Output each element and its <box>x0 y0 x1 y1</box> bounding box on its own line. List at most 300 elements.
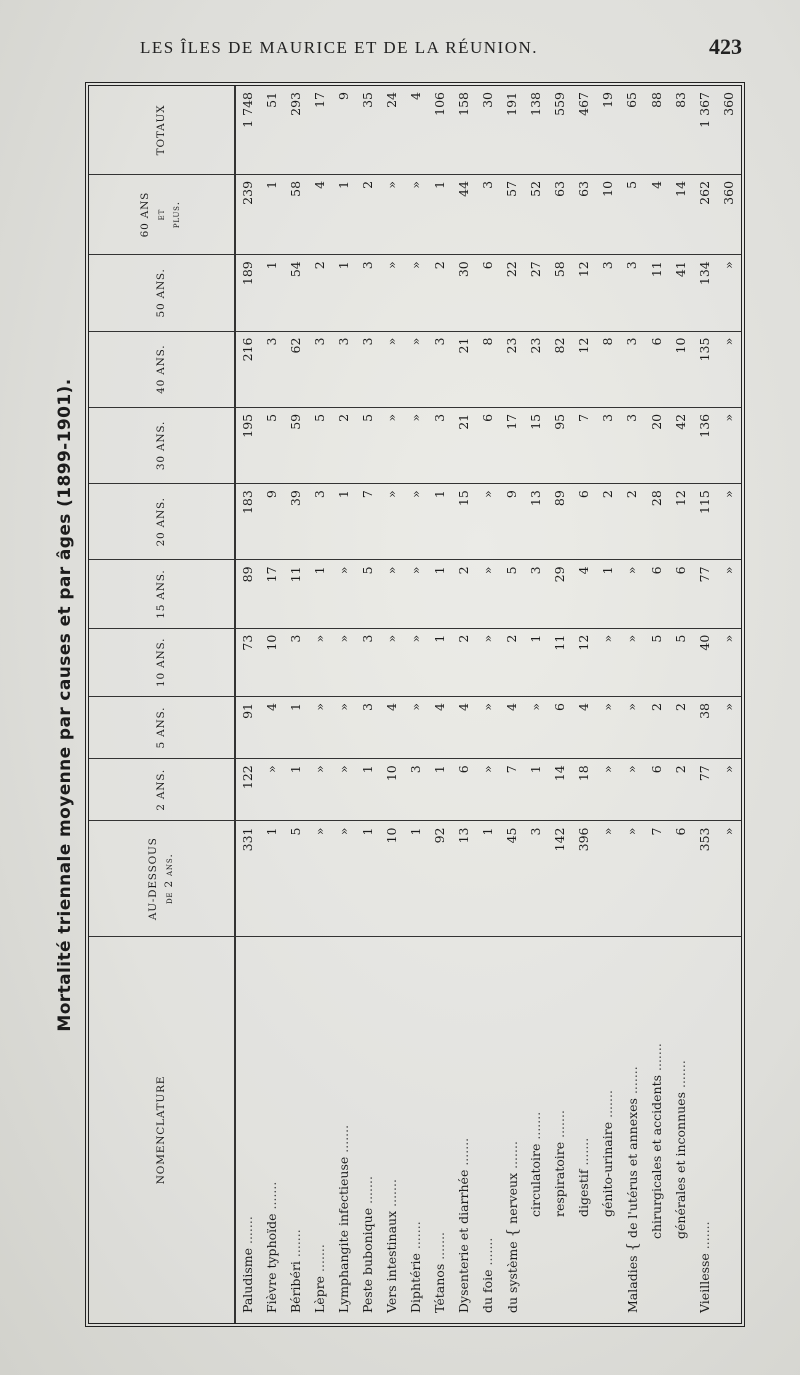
row-label <box>452 936 476 1323</box>
cell-value: 3 <box>621 331 645 407</box>
cell-value: 1 <box>356 759 380 821</box>
cell-value: » <box>717 759 741 821</box>
cell-value: 3 <box>621 255 645 331</box>
group-label-maladies: Maladies <box>625 1255 641 1313</box>
cell-value: » <box>404 484 428 560</box>
row-label <box>501 936 525 1323</box>
cell-value: 3 <box>597 407 621 483</box>
table-row <box>404 86 428 1323</box>
cell-value: 2 <box>597 484 621 560</box>
cell-value: 1 <box>332 174 356 254</box>
cell-value: 3 <box>597 255 621 331</box>
cell-value: 396 <box>573 821 597 936</box>
cell-value: 6 <box>477 255 501 331</box>
table-row <box>235 86 260 1323</box>
row-label <box>380 936 404 1323</box>
table-row <box>332 86 356 1323</box>
cell-value: 17 <box>260 560 284 628</box>
cell-value: 59 <box>284 407 308 483</box>
cell-value: 467 <box>573 86 597 174</box>
cell-value: 7 <box>573 407 597 483</box>
cell-value: » <box>380 331 404 407</box>
leader-dots: ....... <box>239 1216 255 1248</box>
brace-glyph: { <box>623 1241 642 1252</box>
cell-value: 4 <box>380 696 404 758</box>
cell-value: 2 <box>669 759 693 821</box>
cell-value: » <box>621 628 645 696</box>
row-label-text: Vieillesse <box>696 1253 712 1313</box>
cell-value: 88 <box>645 86 669 174</box>
cell-value: 1 <box>428 484 452 560</box>
cell-value: 12 <box>573 255 597 331</box>
cell-value: » <box>332 759 356 821</box>
cell-value: 77 <box>693 759 717 821</box>
cell-value: 28 <box>645 484 669 560</box>
cell-value: 3 <box>525 560 549 628</box>
row-label-text: digestif <box>576 1169 592 1217</box>
cell-value: 30 <box>477 86 501 174</box>
cell-value: 89 <box>235 560 260 628</box>
cell-value: 1 <box>260 821 284 936</box>
table-header-row <box>89 86 235 1323</box>
leader-dots: ....... <box>528 1111 544 1144</box>
cell-value: 2 <box>501 628 525 696</box>
table-row <box>356 86 380 1323</box>
table-row <box>452 86 476 1323</box>
mortality-table <box>89 86 741 1323</box>
cell-value: 1 748 <box>235 86 260 174</box>
cell-value: » <box>332 821 356 936</box>
cell-value: » <box>717 255 741 331</box>
table-row <box>260 86 284 1323</box>
cell-value: 2 <box>645 696 669 758</box>
cell-value: » <box>717 560 741 628</box>
leader-dots: ....... <box>648 1043 664 1075</box>
cell-value: 1 <box>428 628 452 696</box>
cell-value: 6 <box>669 821 693 936</box>
cell-value: 83 <box>669 86 693 174</box>
cell-value: 1 <box>332 484 356 560</box>
leader-dots: ....... <box>672 1060 688 1092</box>
cell-value: » <box>332 560 356 628</box>
cell-value: » <box>308 628 332 696</box>
table-caption: Mortalité triennale moyenne par causes et par âges (1899-1901). <box>55 378 75 1032</box>
cell-value: 10 <box>260 628 284 696</box>
table-row <box>380 86 404 1323</box>
table-row <box>669 86 693 1323</box>
cell-value: 95 <box>549 407 573 483</box>
cell-value: 2 <box>452 560 476 628</box>
table-row <box>477 86 501 1323</box>
cell-value: 17 <box>308 86 332 174</box>
cell-value: 6 <box>477 407 501 483</box>
cell-value: 331 <box>235 821 260 936</box>
leader-dots: ....... <box>312 1244 328 1276</box>
cell-value: » <box>621 696 645 758</box>
cell-value: 136 <box>693 407 717 483</box>
cell-value: 44 <box>452 174 476 254</box>
rotated-table-region <box>40 75 760 1335</box>
table-row <box>573 86 597 1323</box>
cell-value: 4 <box>452 696 476 758</box>
cell-value: 3 <box>621 407 645 483</box>
cell-value: 1 <box>597 560 621 628</box>
cell-value: » <box>308 759 332 821</box>
row-label <box>597 936 621 1323</box>
cell-value: » <box>308 696 332 758</box>
col-header-2-ans: 2 ANS. <box>89 759 235 821</box>
leader-dots: ....... <box>384 1179 400 1211</box>
cell-value: 4 <box>428 696 452 758</box>
row-label-text: nerveux <box>505 1172 521 1224</box>
leader-dots: ....... <box>288 1229 304 1262</box>
cell-value: 6 <box>645 759 669 821</box>
cell-value: 1 <box>428 560 452 628</box>
cell-value: 38 <box>693 696 717 758</box>
cell-value: 3 <box>356 331 380 407</box>
cell-value: 9 <box>260 484 284 560</box>
table-row <box>717 86 741 1323</box>
cell-value: 3 <box>525 821 549 936</box>
cell-value: 23 <box>525 331 549 407</box>
page-number: 423 <box>709 34 742 59</box>
cell-value: 2 <box>332 407 356 483</box>
cell-value: 5 <box>356 407 380 483</box>
cell-value: 360 <box>717 86 741 174</box>
cell-value: 360 <box>717 174 741 254</box>
table-row <box>621 86 645 1323</box>
col-header-nomenclature: NOMENCLATURE <box>89 936 235 1323</box>
cell-value: 52 <box>525 174 549 254</box>
row-label <box>573 936 597 1323</box>
cell-value: 7 <box>356 484 380 560</box>
row-label-text: générales et inconnues <box>672 1092 688 1239</box>
cell-value: » <box>380 174 404 254</box>
cell-value: 1 <box>404 821 428 936</box>
cell-value: 1 <box>332 255 356 331</box>
row-label-text: circulatoire <box>528 1143 544 1217</box>
rotated-table-content <box>40 75 760 1335</box>
cell-value: 3 <box>356 255 380 331</box>
cell-value: 57 <box>501 174 525 254</box>
cell-value: 7 <box>645 821 669 936</box>
cell-value: » <box>477 696 501 758</box>
cell-value: 29 <box>549 560 573 628</box>
cell-value: 9 <box>332 86 356 174</box>
cell-value: 10 <box>380 759 404 821</box>
cell-value: 2 <box>669 696 693 758</box>
cell-value: » <box>404 696 428 758</box>
cell-value: 4 <box>308 174 332 254</box>
col-header-20-ans: 20 ANS. <box>89 484 235 560</box>
cell-value: 13 <box>525 484 549 560</box>
cell-value: 1 <box>525 759 549 821</box>
cell-value: » <box>525 696 549 758</box>
row-label <box>645 936 669 1323</box>
cell-value: 6 <box>573 484 597 560</box>
cell-value: 15 <box>525 407 549 483</box>
col-header-totaux: TOTAUX <box>89 86 235 174</box>
cell-value: 134 <box>693 255 717 331</box>
cell-value: 2 <box>308 255 332 331</box>
table-row <box>645 86 669 1323</box>
row-label <box>332 936 356 1323</box>
cell-value: » <box>380 484 404 560</box>
cell-value: 3 <box>404 759 428 821</box>
cell-value: 9 <box>501 484 525 560</box>
cell-value: 1 <box>284 759 308 821</box>
cell-value: 5 <box>260 407 284 483</box>
cell-value: 1 <box>308 560 332 628</box>
cell-value: 1 <box>356 821 380 936</box>
row-label-text: Lymphangite infectieuse <box>336 1156 352 1313</box>
row-label-text: Paludisme <box>239 1247 255 1313</box>
row-label-text: chirurgicales et accidents <box>648 1074 664 1239</box>
cell-value: » <box>477 484 501 560</box>
cell-value: 4 <box>260 696 284 758</box>
col-header-50-ans: 50 ANS. <box>89 255 235 331</box>
cell-value: 11 <box>645 255 669 331</box>
brace-glyph: { <box>503 1227 522 1238</box>
col-header-40-ans: 40 ANS. <box>89 331 235 407</box>
cell-value: 77 <box>693 560 717 628</box>
cell-value: 12 <box>669 484 693 560</box>
cell-value: 41 <box>669 255 693 331</box>
cell-value: » <box>717 331 741 407</box>
cell-value: 3 <box>428 407 452 483</box>
cell-value: 51 <box>260 86 284 174</box>
cell-value: 2 <box>621 484 645 560</box>
row-label-text: du foie <box>480 1269 496 1313</box>
row-label <box>284 936 308 1323</box>
cell-value: » <box>332 696 356 758</box>
row-label <box>477 936 501 1323</box>
table-row <box>693 86 717 1323</box>
cell-value: 24 <box>380 86 404 174</box>
cell-value: 6 <box>669 560 693 628</box>
cell-value: 3 <box>332 331 356 407</box>
row-label-text: Vers intestinaux <box>384 1210 400 1313</box>
cell-value: 189 <box>235 255 260 331</box>
cell-value: » <box>597 821 621 936</box>
cell-value: » <box>477 628 501 696</box>
cell-value: » <box>621 759 645 821</box>
cell-value: 158 <box>452 86 476 174</box>
row-label-text: Tétanos <box>432 1263 448 1313</box>
cell-value: 15 <box>452 484 476 560</box>
leader-dots: ....... <box>336 1124 352 1157</box>
cell-value: » <box>717 696 741 758</box>
cell-value: 559 <box>549 86 573 174</box>
cell-value: 3 <box>428 331 452 407</box>
cell-value: 20 <box>645 407 669 483</box>
cell-value: 1 <box>428 174 452 254</box>
cell-value: » <box>260 759 284 821</box>
cell-value: » <box>404 255 428 331</box>
cell-value: 216 <box>235 331 260 407</box>
cell-value: 89 <box>549 484 573 560</box>
cell-value: » <box>404 560 428 628</box>
col-header-30-ans: 30 ANS. <box>89 407 235 483</box>
table-row <box>525 86 549 1323</box>
cell-value: 142 <box>549 821 573 936</box>
cell-value: 3 <box>284 628 308 696</box>
col-header-15-ans: 15 ANS. <box>89 560 235 628</box>
leader-dots: ....... <box>480 1237 496 1270</box>
row-label-text: Lèpre <box>312 1275 328 1313</box>
cell-value: » <box>380 560 404 628</box>
cell-value: 353 <box>693 821 717 936</box>
cell-value: 106 <box>428 86 452 174</box>
col-header-under-2: AU-DESSOUS de 2 ans. <box>89 821 235 936</box>
cell-value: 122 <box>235 759 260 821</box>
cell-value: 8 <box>597 331 621 407</box>
cell-value: 21 <box>452 407 476 483</box>
cell-value: 45 <box>501 821 525 936</box>
row-label <box>525 936 549 1323</box>
cell-value: 91 <box>235 696 260 758</box>
cell-value: 262 <box>693 174 717 254</box>
cell-value: 18 <box>573 759 597 821</box>
cell-value: 63 <box>549 174 573 254</box>
cell-value: 2 <box>356 174 380 254</box>
cell-value: 39 <box>284 484 308 560</box>
cell-value: 195 <box>235 407 260 483</box>
cell-value: 12 <box>573 331 597 407</box>
cell-value: 5 <box>284 821 308 936</box>
cell-value: 3 <box>356 628 380 696</box>
cell-value: 5 <box>501 560 525 628</box>
row-label <box>621 936 645 1323</box>
row-label <box>356 936 380 1323</box>
row-label-text: de l'utérus et annexes <box>625 1098 641 1238</box>
cell-value: » <box>717 628 741 696</box>
cell-value: 1 <box>525 628 549 696</box>
row-label <box>549 936 573 1323</box>
cell-value: 73 <box>235 628 260 696</box>
cell-value: 138 <box>525 86 549 174</box>
cell-value: 35 <box>356 86 380 174</box>
cell-value: 30 <box>452 255 476 331</box>
running-head-title: LES ÎLES DE MAURICE ET DE LA RÉUNION. <box>140 38 538 57</box>
group-label-du-systeme: du système <box>505 1241 521 1313</box>
cell-value: 293 <box>284 86 308 174</box>
cell-value: » <box>717 821 741 936</box>
table-row <box>308 86 332 1323</box>
col-header-10-ans: 10 ANS. <box>89 628 235 696</box>
leader-dots: ....... <box>432 1231 448 1264</box>
cell-value: 58 <box>549 255 573 331</box>
leader-dots: ....... <box>505 1141 521 1173</box>
cell-value: » <box>380 407 404 483</box>
cell-value: 135 <box>693 331 717 407</box>
col-header-5-ans: 5 ANS. <box>89 696 235 758</box>
cell-value: » <box>597 696 621 758</box>
cell-value: 5 <box>669 628 693 696</box>
cell-value: 4 <box>501 696 525 758</box>
table-row <box>284 86 308 1323</box>
cell-value: 2 <box>428 255 452 331</box>
row-label-text: Fièvre typhoïde <box>264 1213 279 1313</box>
table-body <box>235 86 741 1323</box>
row-label <box>717 936 741 1323</box>
cell-value: » <box>332 628 356 696</box>
cell-value: » <box>404 628 428 696</box>
cell-value: 4 <box>404 86 428 174</box>
row-label <box>235 936 260 1323</box>
cell-value: » <box>621 560 645 628</box>
cell-value: 10 <box>380 821 404 936</box>
cell-value: 5 <box>645 628 669 696</box>
cell-value: 12 <box>573 628 597 696</box>
row-label <box>428 936 452 1323</box>
row-label <box>404 936 428 1323</box>
cell-value: 8 <box>477 331 501 407</box>
leader-dots: ....... <box>696 1221 712 1254</box>
cell-value: 1 <box>428 759 452 821</box>
cell-value: 6 <box>645 560 669 628</box>
row-label-text: respiratoire <box>552 1141 568 1217</box>
row-label <box>260 936 284 1323</box>
col-header-60-plus: 60 ANS et plus. <box>89 174 235 254</box>
table-row <box>549 86 573 1323</box>
leader-dots: ....... <box>264 1181 279 1214</box>
cell-value: 191 <box>501 86 525 174</box>
cell-value: 11 <box>284 560 308 628</box>
leader-dots: ....... <box>576 1137 592 1170</box>
cell-value: » <box>621 821 645 936</box>
leader-dots: ....... <box>360 1176 376 1208</box>
cell-value: 22 <box>501 255 525 331</box>
cell-value: 14 <box>549 759 573 821</box>
leader-dots: ....... <box>408 1221 424 1254</box>
cell-value: 21 <box>452 331 476 407</box>
cell-value: 1 367 <box>693 86 717 174</box>
row-label <box>308 936 332 1323</box>
row-label <box>693 936 717 1323</box>
cell-value: » <box>380 628 404 696</box>
cell-value: 13 <box>452 821 476 936</box>
cell-value: 3 <box>356 696 380 758</box>
cell-value: 17 <box>501 407 525 483</box>
table-row <box>428 86 452 1323</box>
cell-value: 10 <box>597 174 621 254</box>
cell-value: 115 <box>693 484 717 560</box>
cell-value: 239 <box>235 174 260 254</box>
cell-value: 3 <box>477 174 501 254</box>
row-label-text: Béribéri <box>288 1261 304 1313</box>
cell-value: 6 <box>452 759 476 821</box>
table-row <box>597 86 621 1323</box>
cell-value: » <box>717 484 741 560</box>
cell-value: 1 <box>260 255 284 331</box>
cell-value: 40 <box>693 628 717 696</box>
running-head <box>0 30 800 70</box>
row-label-text: Dysenterie et diarrhée <box>456 1169 472 1313</box>
cell-value: 62 <box>284 331 308 407</box>
cell-value: 5 <box>308 407 332 483</box>
cell-value: 4 <box>573 560 597 628</box>
row-label-text: génito-urinaire <box>600 1121 616 1217</box>
cell-value: » <box>308 821 332 936</box>
mortality-table-frame <box>85 82 745 1327</box>
cell-value: 3 <box>260 331 284 407</box>
row-label-text: Diphtérie <box>408 1253 424 1313</box>
cell-value: 11 <box>549 628 573 696</box>
cell-value: 7 <box>501 759 525 821</box>
cell-value: 92 <box>428 821 452 936</box>
cell-value: » <box>477 759 501 821</box>
